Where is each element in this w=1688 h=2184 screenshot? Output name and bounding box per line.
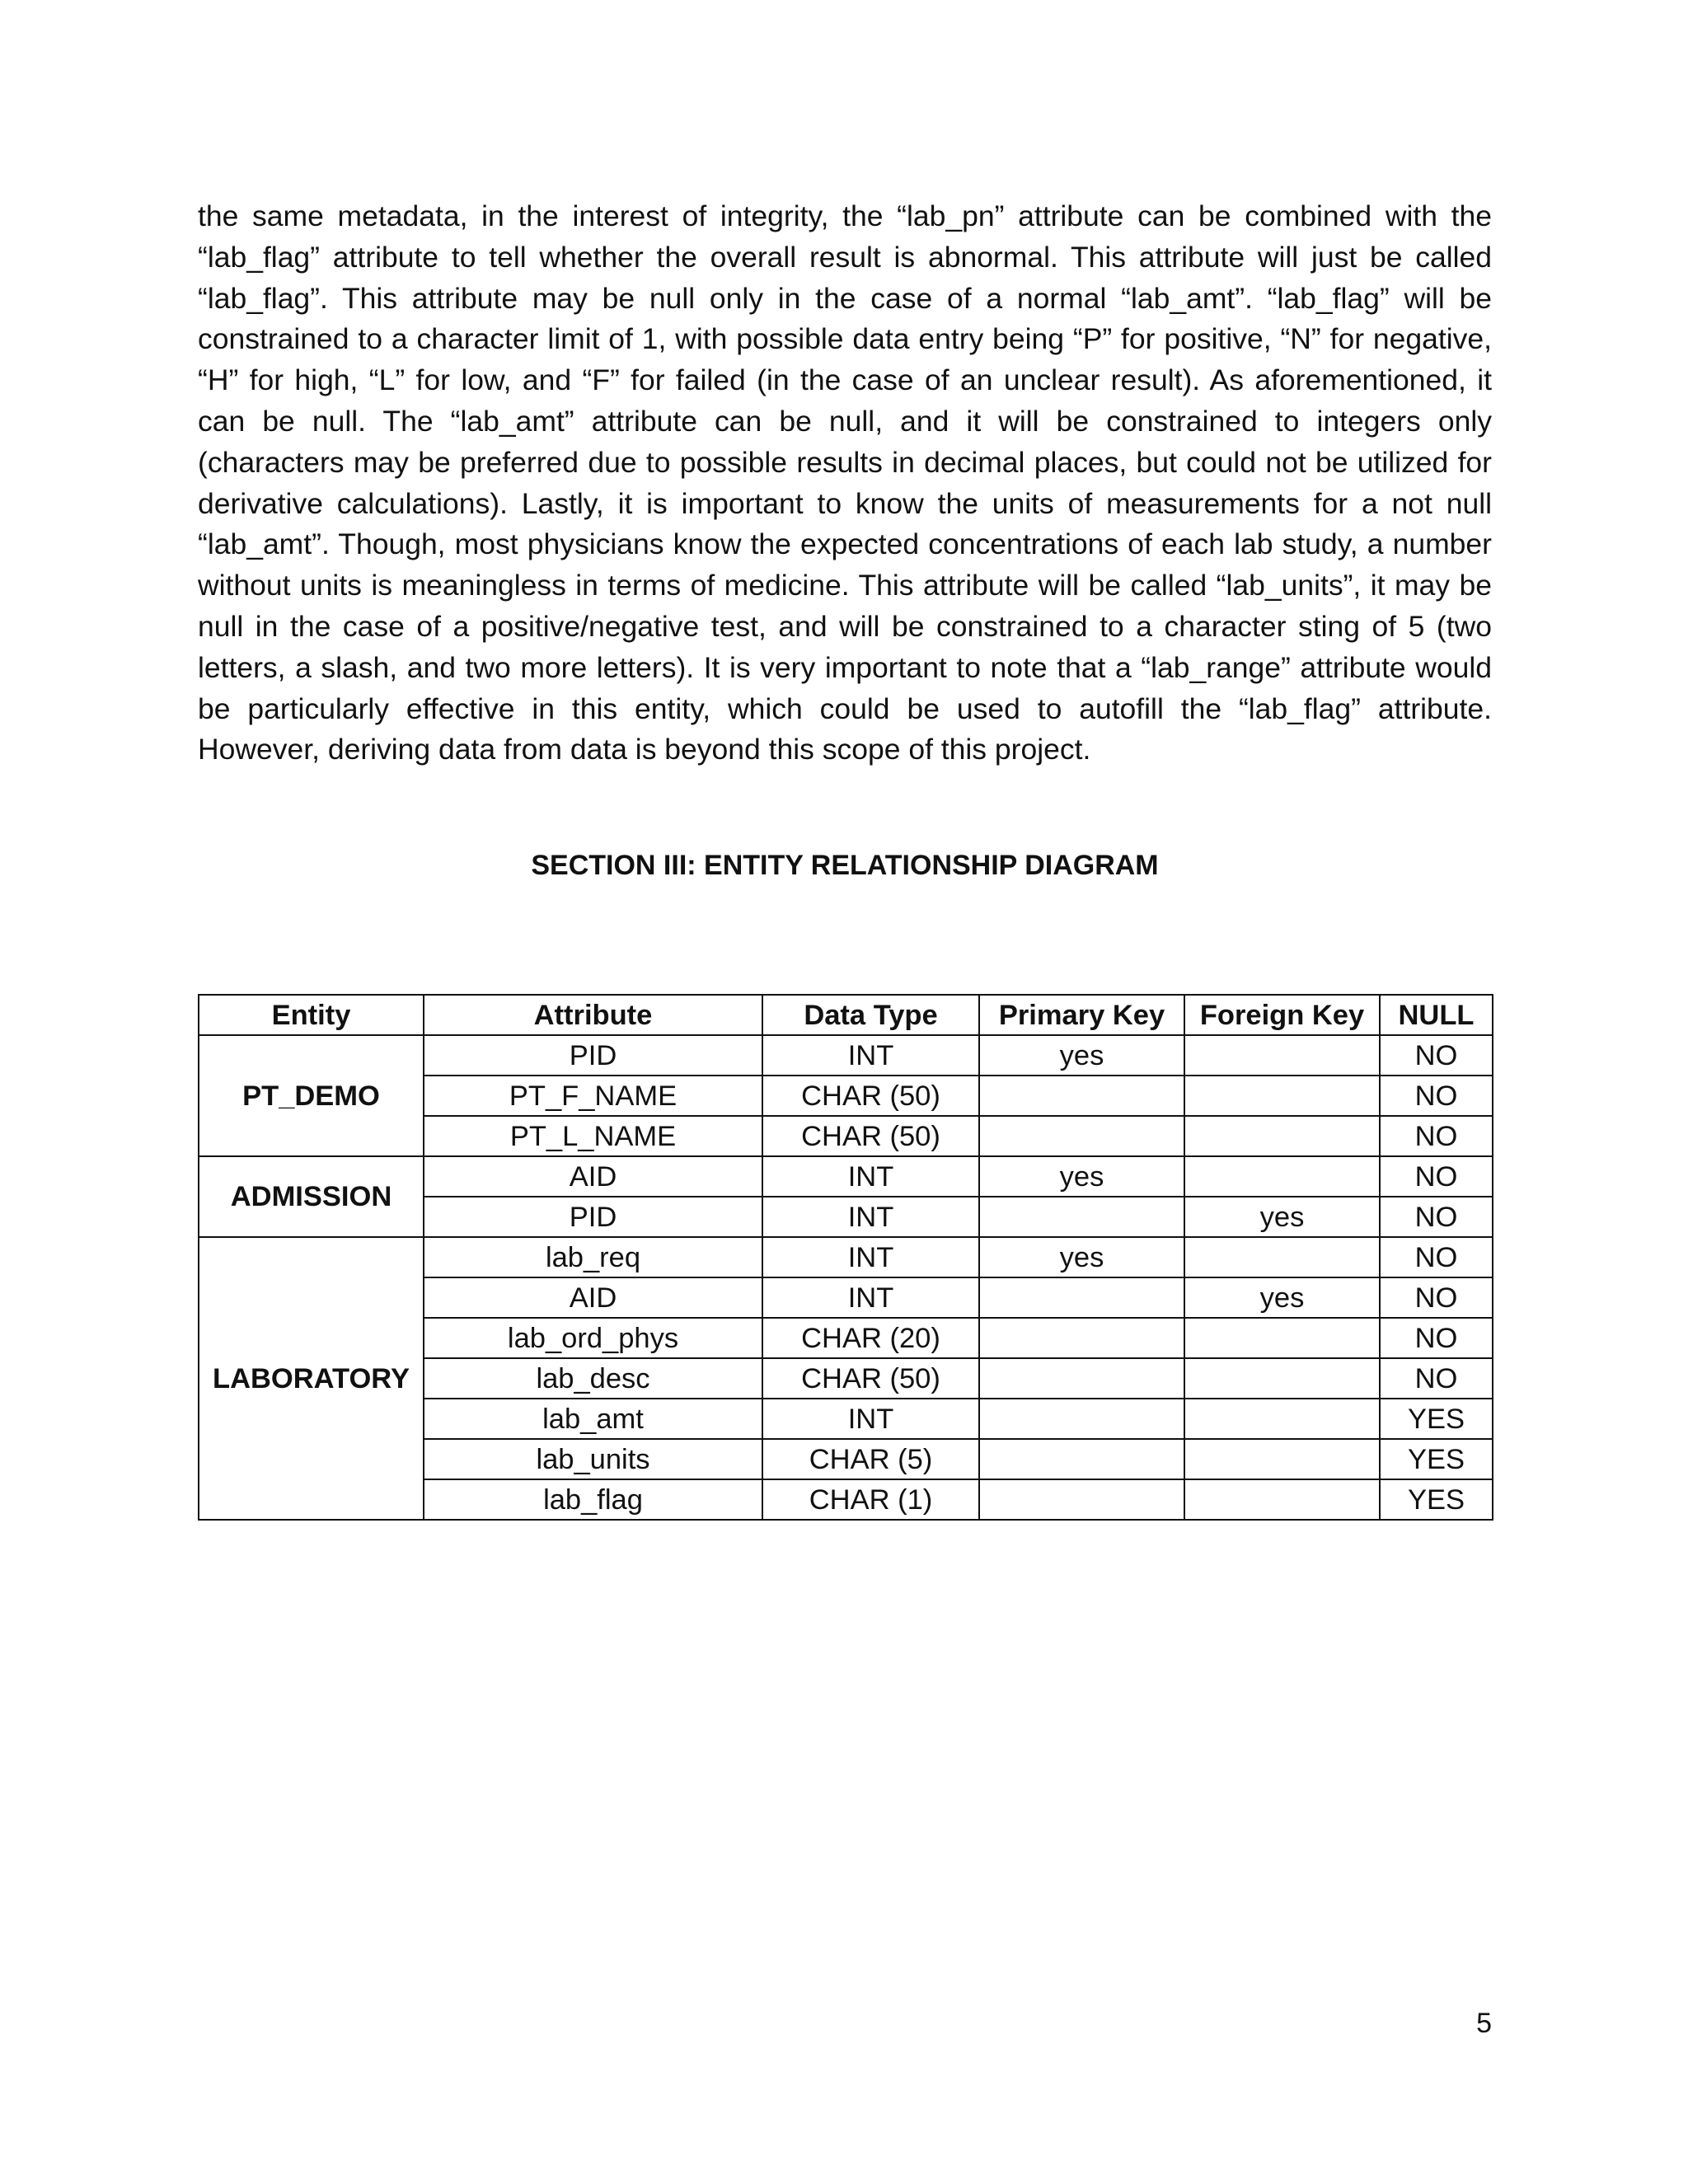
foreign-key-cell: yes (1184, 1197, 1380, 1237)
header-attribute: Attribute (424, 995, 762, 1035)
null-cell: NO (1380, 1035, 1493, 1076)
primary-key-cell (979, 1358, 1184, 1399)
header-foreign-key: Foreign Key (1184, 995, 1380, 1035)
data-type-cell: CHAR (50) (762, 1358, 979, 1399)
data-type-cell: CHAR (20) (762, 1318, 979, 1358)
primary-key-cell (979, 1399, 1184, 1439)
entity-pt-demo: PT_DEMO (199, 1035, 424, 1156)
primary-key-cell: yes (979, 1156, 1184, 1197)
data-type-cell: CHAR (50) (762, 1116, 979, 1156)
data-type-cell: INT (762, 1156, 979, 1197)
primary-key-cell (979, 1439, 1184, 1479)
primary-key-cell (979, 1116, 1184, 1156)
foreign-key-cell (1184, 1358, 1380, 1399)
null-cell: NO (1380, 1116, 1493, 1156)
attribute-cell: PID (424, 1035, 762, 1076)
section-title: SECTION III: ENTITY RELATIONSHIP DIAGRAM (531, 850, 1159, 881)
data-type-cell: INT (762, 1399, 979, 1439)
primary-key-cell (979, 1076, 1184, 1116)
data-type-cell: INT (762, 1277, 979, 1318)
data-type-cell: CHAR (1) (762, 1479, 979, 1520)
data-type-cell: INT (762, 1237, 979, 1277)
null-cell: YES (1380, 1479, 1493, 1520)
null-cell: NO (1380, 1076, 1493, 1116)
data-type-cell: CHAR (5) (762, 1439, 979, 1479)
primary-key-cell: yes (979, 1035, 1184, 1076)
null-cell: YES (1380, 1399, 1493, 1439)
header-null: NULL (1380, 995, 1493, 1035)
primary-key-cell: yes (979, 1237, 1184, 1277)
table-row (199, 1035, 1493, 1076)
attribute-cell: PT_F_NAME (424, 1076, 762, 1116)
table-row (199, 1237, 1493, 1277)
body-paragraph: the same metadata, in the interest of integrity, the “lab_pn” attribute can be combined with the “lab_flag” attribute to tell whether the overall result is abnormal. This attribute will just be called “lab_flag”. This attribute may be null only in the case of a normal “lab_amt”. “lab_flag” will be constrained to a character limit of 1, with possible data entry being “P” for positive, “N” for negative, “H” for high, “L” for low, and “F” for failed (in the case of an unclear result). As aforementioned, it can be null. The “lab_amt” attribute can be null, and it will be constrained to integers only (characters may be preferred due to possible results in decimal places, but could not be utilized for derivative calculations). Lastly, it is important to know the units of measurements for a not null “lab_amt”. Though, most physicians know the expected concentrations of each lab study, a number without units is meaningless in terms of medicine. This attribute will be called “lab_units”, it may be null in the case of a positive/negative test, and will be constrained to a character sting of 5 (two letters, a slash, and two more letters). It is very important to note that a “lab_range” attribute would be particularly effective in this entity, which could be used to autofill the “lab_flag” attribute. However, deriving data from data is beyond this scope of this project. (198, 199, 1492, 766)
foreign-key-cell (1184, 1439, 1380, 1479)
data-type-cell: CHAR (50) (762, 1076, 979, 1116)
null-cell: NO (1380, 1237, 1493, 1277)
attribute-cell: lab_desc (424, 1358, 762, 1399)
entity-laboratory: LABORATORY (199, 1237, 424, 1520)
foreign-key-cell (1184, 1076, 1380, 1116)
table-row (199, 1156, 1493, 1197)
page-number: 5 (1476, 2008, 1492, 2039)
foreign-key-cell (1184, 1156, 1380, 1197)
foreign-key-cell (1184, 1479, 1380, 1520)
data-type-cell: INT (762, 1035, 979, 1076)
attribute-cell: lab_ord_phys (424, 1318, 762, 1358)
null-cell: NO (1380, 1156, 1493, 1197)
entity-attribute-table (198, 994, 1493, 1521)
attribute-cell: lab_req (424, 1237, 762, 1277)
null-cell: NO (1380, 1277, 1493, 1318)
foreign-key-cell (1184, 1116, 1380, 1156)
foreign-key-cell: yes (1184, 1277, 1380, 1318)
attribute-cell: PID (424, 1197, 762, 1237)
null-cell: NO (1380, 1318, 1493, 1358)
primary-key-cell (979, 1277, 1184, 1318)
header-data-type: Data Type (762, 995, 979, 1035)
attribute-cell: lab_units (424, 1439, 762, 1479)
header-primary-key: Primary Key (979, 995, 1184, 1035)
header-entity: Entity (199, 995, 424, 1035)
foreign-key-cell (1184, 1318, 1380, 1358)
null-cell: YES (1380, 1439, 1493, 1479)
foreign-key-cell (1184, 1399, 1380, 1439)
entity-admission: ADMISSION (199, 1156, 424, 1237)
primary-key-cell (979, 1318, 1184, 1358)
attribute-cell: lab_amt (424, 1399, 762, 1439)
data-type-cell: INT (762, 1197, 979, 1237)
foreign-key-cell (1184, 1237, 1380, 1277)
attribute-cell: lab_flag (424, 1479, 762, 1520)
null-cell: NO (1380, 1358, 1493, 1399)
primary-key-cell (979, 1479, 1184, 1520)
attribute-cell: AID (424, 1277, 762, 1318)
attribute-cell: AID (424, 1156, 762, 1197)
table-header-row (199, 995, 1493, 1035)
null-cell: NO (1380, 1197, 1493, 1237)
foreign-key-cell (1184, 1035, 1380, 1076)
attribute-cell: PT_L_NAME (424, 1116, 762, 1156)
primary-key-cell (979, 1197, 1184, 1237)
